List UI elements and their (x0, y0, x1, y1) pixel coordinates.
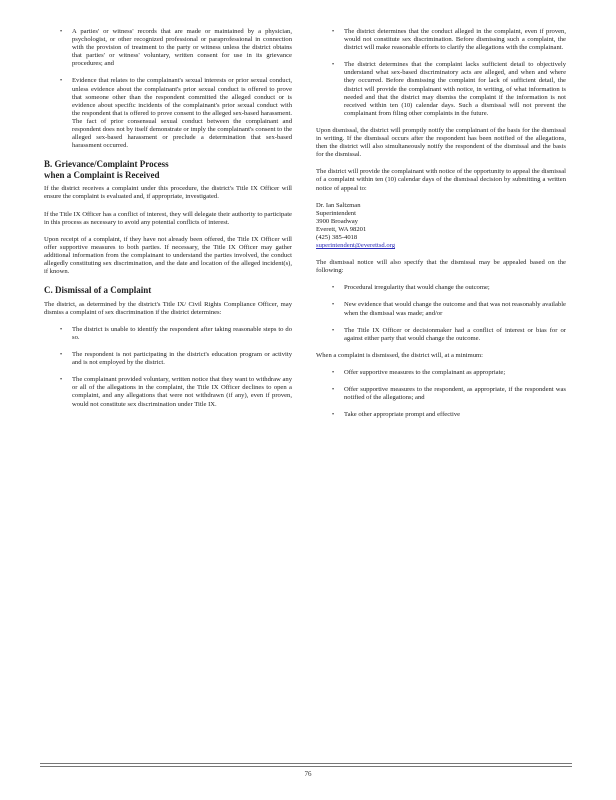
list-item (316, 301, 566, 317)
list-item-text: The respondent is not participating in the district's education program or activity and is not employed by the district. (72, 351, 292, 367)
list-item-text: Offer supportive measures to the respondent, as appropriate, if the respondent was notified of the allegations; and (344, 386, 566, 402)
section-heading-b-line2: when a Complaint is Received (44, 169, 160, 180)
paragraph: If the district receives a complaint under this procedure, the district's Title IX Officer will ensure the complaint is evaluated and, if appropriate, investigated. (44, 185, 292, 201)
list-item (316, 327, 566, 343)
bullet-icon: • (332, 412, 335, 419)
list-item (316, 369, 566, 377)
section-heading-b (44, 159, 292, 180)
bullet-icon: • (332, 62, 335, 69)
bullet-icon: • (60, 352, 63, 359)
list-item (316, 61, 566, 118)
bullet-icon: • (60, 78, 63, 85)
paragraph: The dismissal notice will also specify that the dismissal may be appealed based on the following: (316, 259, 566, 275)
list-item (44, 326, 292, 342)
paragraph: The district will provide the complainant with notice of the opportunity to appeal the dismissal of a complaint within ten (10) calendar days of the dismissal decision by submitting a written notice of appeal to: (316, 168, 566, 192)
bullet-icon: • (332, 327, 335, 334)
list-item (44, 77, 292, 150)
email-link[interactable]: superintendent@everettsd.org (316, 242, 396, 250)
list-item-text: The district is unable to identify the respondent after taking reasonable steps to do so. (72, 325, 292, 341)
bullet-icon: • (60, 326, 63, 333)
footer-divider (40, 763, 572, 764)
list-item-text: A parties' or witness' records that are made or maintained by a physician, psychologist, or other recognized professional or paraprofessional in connection with the provision of treatment to the party or witness unless the district obtains that parties' or witness' voluntary, written consent for use in its grievance procedures; and (72, 28, 292, 68)
footer-divider (40, 766, 572, 767)
list-item-text: The district determines that the conduct alleged in the complaint, even if proven, would not constitute sex discrimination. Before dismissing such a complaint, the district will make reasonable efforts to clarify the allegations with the complainant. (344, 28, 566, 52)
section-heading-b-line1: B. Grievance/Complaint Process (44, 159, 169, 170)
paragraph: Upon receipt of a complaint, if they have not already been offered, the Title IX Officer will offer supportive measures to both parties. If necessary, the Title IX Officer may gather additional information from the complainant to understand the parties involved, the conduct allegedly constituting sex discrimination, and the date and location of the alleged incident(s), if known. (44, 235, 292, 276)
list-item-text: Procedural irregularity that would change the outcome; (344, 284, 490, 292)
list-item (44, 351, 292, 367)
list-item-text: The district determines that the complaint lacks sufficient detail to objectively understand what sex-based discriminatory acts are alleged, and when and where they occurred. Before dismissing the complaint for lack of sufficient detail, the district will provide the complainant with notice, in writing, of what information is needed and that the district may dismiss the complaint if the information is not received within ten (10) calendar days. Such a dismissal will not prevent the complainant from filing other complaints in the future. (344, 61, 566, 117)
list-item (44, 376, 292, 408)
list-item-text: The complainant provided voluntary, written notice that they want to withdraw any or all of the allegations in the complaint, the Title IX Officer declines to open a complaint, and any allegations that were not withdrawn (if any), even if proven, would not constitute sex discrimination under Title IX. (72, 376, 292, 408)
bullet-icon: • (332, 369, 335, 376)
paragraph: Upon dismissal, the district will promptly notify the complainant of the basis for the dismissal in writing. If the dismissal occurs after the respondent has been notified of the allegations, then the district will also simultaneously notify the respondent of the dismissal and the basis for the dismissal. (316, 126, 566, 159)
address-street: 3900 Broadway (316, 217, 358, 225)
paragraph: When a complaint is dismissed, the district will, at a minimum: (316, 351, 484, 359)
bullet-icon: • (332, 285, 335, 292)
paragraph: The district, as determined by the district's Title IX/ Civil Rights Compliance Officer, may dismiss a complaint of sex discrimination if the district determines: (44, 300, 292, 316)
right-column (316, 28, 566, 428)
address-title: Superintendent (316, 209, 356, 217)
appeal-address (316, 202, 566, 251)
list-item-text: Offer supportive measures to the complainant as appropriate; (344, 368, 506, 376)
bullet-icon: • (332, 29, 335, 35)
section-heading-c: C. Dismissal of a Complaint (44, 285, 152, 296)
left-column (44, 28, 292, 418)
list-item (316, 386, 566, 402)
list-item (316, 28, 566, 52)
list-item (316, 411, 566, 419)
paragraph: If the Title IX Officer has a conflict of interest, they will delegate their authority to participate in this process as necessary to avoid any potential conflicts of interest. (44, 210, 292, 226)
bullet-icon: • (60, 29, 63, 35)
bullet-icon: • (60, 377, 63, 384)
address-phone: (425) 385-4018 (316, 233, 358, 241)
list-item-text: Evidence that relates to the complainant's sexual interests or prior sexual conduct, unless evidence about the complainant's prior sexual conduct is offered to prove that someone other than the respondent committed the alleged conduct or is evidence about specific incidents of the complainant's prior sexual conduct with the respondent that is offered to prove consent to the alleged sex-based harassment. The fact of prior consensual sexual conduct between the complainant and respondent does not by itself demonstrate or imply the complainant's consent to the alleged sex-based harassment or preclude a determination that sex-based harassment occurred. (72, 77, 292, 150)
list-item (44, 28, 292, 68)
address-name: Dr. Ian Saltzman (316, 201, 361, 209)
list-item-text: Take other appropriate prompt and effective (344, 411, 461, 419)
list-item-text: The Title IX Officer or decisionmaker had a conflict of interest or bias for or against either party that would change the outcome. (344, 326, 566, 342)
bullet-icon: • (332, 302, 335, 309)
list-item-text: New evidence that would change the outcome and that was not reasonably available when the dismissal was made; and/or (344, 301, 566, 317)
bullet-icon: • (332, 387, 335, 393)
list-item (316, 284, 566, 292)
page-number: 76 (304, 770, 312, 778)
address-city: Everett, WA 98201 (316, 225, 367, 233)
